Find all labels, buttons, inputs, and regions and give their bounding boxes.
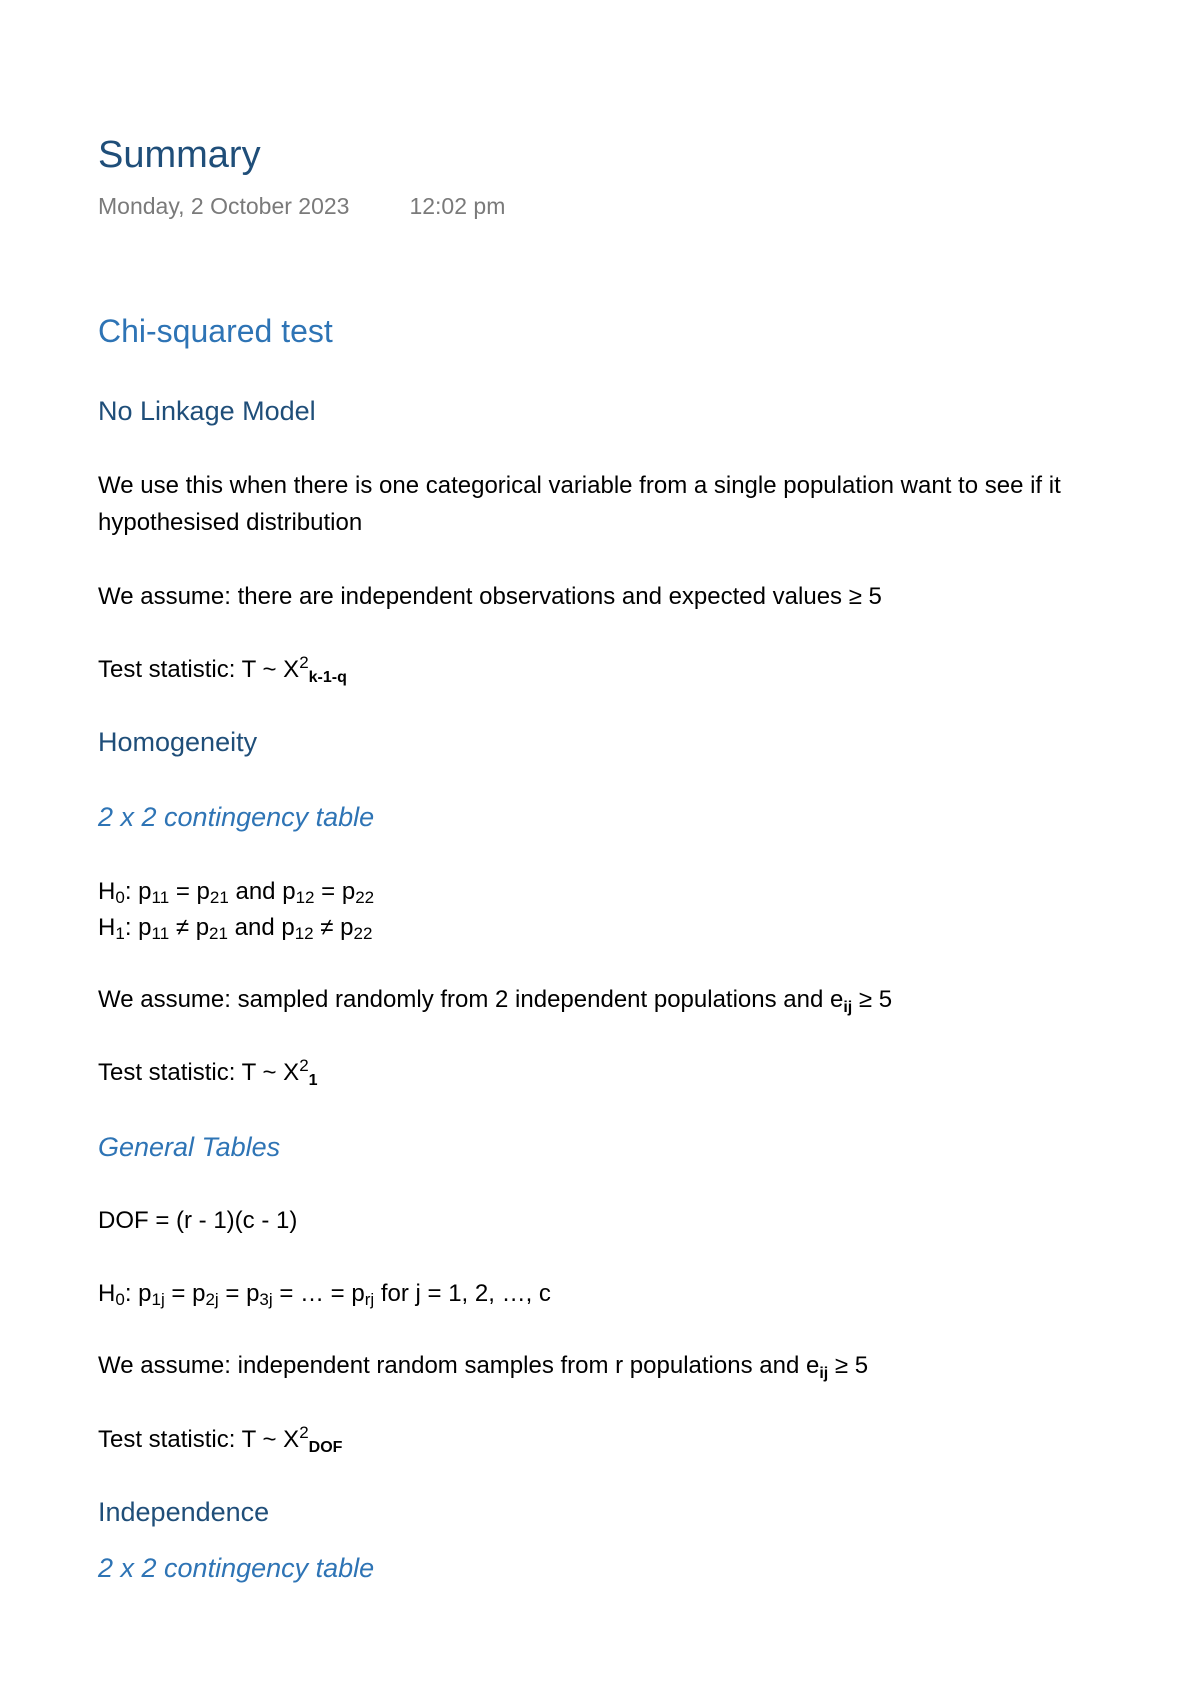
stat-superscript: 2 [299,1056,309,1075]
stat-superscript: 2 [299,1423,309,1442]
p-symbol: p [281,914,295,941]
ellipsis-equals: = … = [272,1280,352,1307]
equals: = [314,878,342,905]
p-symbol: p [351,1280,365,1307]
stat-subscript: DOF [308,1439,343,1456]
p-subscript: 3j [259,1290,273,1309]
p-subscript: 12 [295,888,315,907]
p-symbol: p [195,914,210,941]
p-symbol: p [246,1280,260,1307]
colon: : [124,1280,139,1307]
heading-homogeneity: Homogeneity [98,727,258,757]
p-subscript: 12 [294,924,314,943]
hypothesis-h1 [98,914,372,944]
p-symbol: p [138,1280,152,1307]
h0-tail: for j = 1, 2, …, c [374,1280,551,1307]
p-subscript: 22 [353,924,373,943]
assumption-subscript: ij [819,1365,829,1382]
assumption-text: We assume: sampled randomly from 2 independent populations and e [98,986,844,1013]
homogeneity-2x2-assumption [98,986,892,1017]
p-subscript: 1j [151,1290,165,1309]
p-symbol: p [282,878,296,905]
and-word: and [227,914,282,941]
h0-label-sub: 0 [115,888,125,907]
no-linkage-desc-line2: hypothesised distribution [98,509,363,536]
p-symbol: p [138,914,152,941]
equals: = [169,878,197,905]
stat-text: Test statistic: T ~ X [98,1426,300,1453]
dof-formula: DOF = (r - 1)(c - 1) [98,1207,298,1234]
p-symbol: p [341,878,356,905]
general-h0 [98,1280,551,1310]
h1-label: H [98,914,116,941]
p-symbol: p [138,878,152,905]
colon: : [124,914,139,941]
assumption-suffix: ≥ 5 [852,986,893,1013]
p-subscript: 21 [209,888,229,907]
and-word: and [228,878,283,905]
general-test-statistic [98,1423,342,1457]
cutoff-heading [98,1553,375,1587]
heading-2x2-table: 2 x 2 contingency table [98,802,375,832]
p-subscript: 2j [205,1290,219,1309]
p-subscript: 21 [209,924,228,943]
homogeneity-2x2-test-statistic [98,1056,318,1090]
h1-label-sub: 1 [115,924,125,943]
equals: = [218,1280,247,1307]
general-assumption [98,1352,868,1383]
p-subscript: 11 [151,924,170,943]
page-title: Summary [98,134,261,176]
h0-label-sub: 0 [115,1290,125,1309]
no-linkage-desc-line1: We use this when there is one categorical variable from a single population want to see if it [98,472,1061,499]
heading-no-linkage: No Linkage Model [98,396,316,426]
no-linkage-assumption: We assume: there are independent observations and expected values ≥ 5 [98,583,882,610]
p-symbol: p [340,914,354,941]
stat-subscript: 1 [308,1072,318,1089]
note-time: 12:02 pm [409,193,506,219]
assumption-suffix: ≥ 5 [828,1352,869,1379]
no-linkage-test-statistic [98,653,347,687]
stat-subscript: k-1-q [308,669,347,686]
not-equals: ≠ [313,914,341,941]
p-symbol: p [196,878,210,905]
stat-superscript: 2 [299,653,309,672]
heading-general-tables: General Tables [98,1132,281,1162]
heading-independence: Independence [98,1497,270,1527]
colon: : [124,878,139,905]
note-datetime [98,193,505,220]
equals: = [164,1280,193,1307]
h0-label: H [98,1280,116,1307]
hypothesis-h0 [98,878,374,908]
p-symbol: p [192,1280,206,1307]
heading-chi-squared: Chi-squared test [98,313,333,349]
p-subscript: rj [364,1290,375,1309]
stat-text: Test statistic: T ~ X [98,1059,300,1086]
p-subscript: 11 [151,888,170,907]
h0-label: H [98,878,116,905]
not-equals: ≠ [169,914,196,941]
note-date: Monday, 2 October 2023 [98,193,350,219]
assumption-text: We assume: independent random samples from r populations and e [98,1352,820,1379]
assumption-subscript: ij [843,999,853,1016]
p-subscript: 22 [355,888,375,907]
cutoff-heading-text: 2 x 2 contingency table [98,1553,375,1583]
stat-text: Test statistic: T ~ X [98,656,300,683]
